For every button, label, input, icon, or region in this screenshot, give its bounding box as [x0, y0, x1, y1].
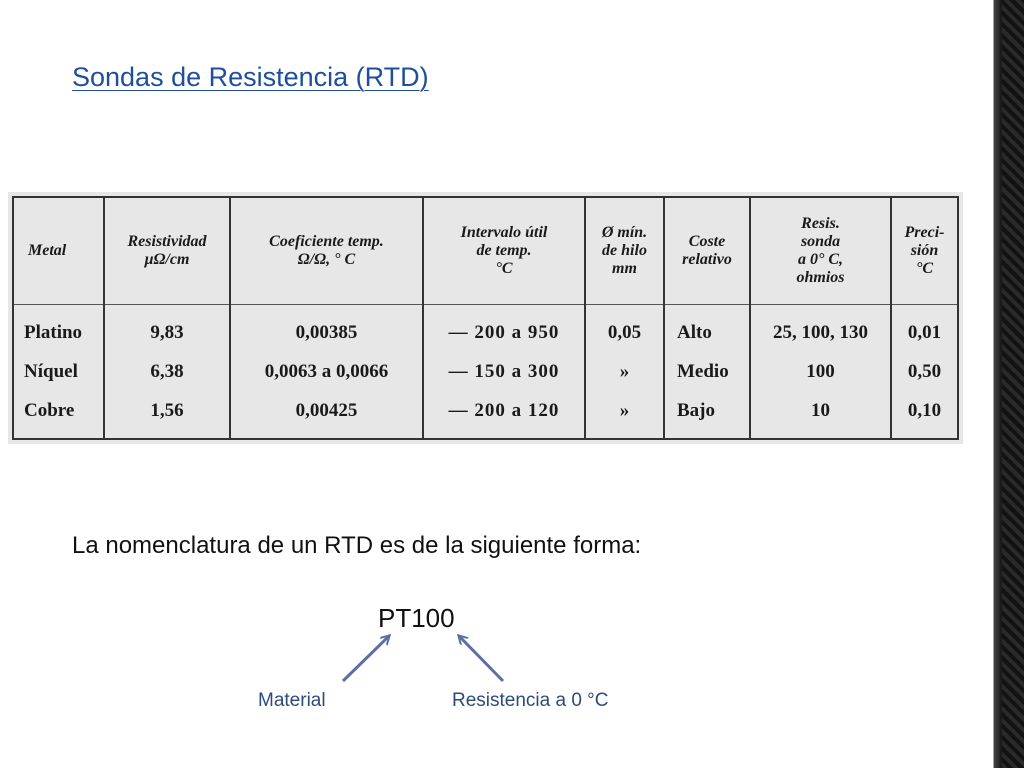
cell-metal: Níquel [13, 352, 104, 391]
cell-coste: Medio [664, 352, 750, 391]
nomenclature-text: La nomenclatura de un RTD es de la siguiente forma: [72, 532, 642, 559]
table-row [13, 391, 958, 439]
cell-metal: Platino [13, 305, 104, 353]
header-resistencia-sonda: Resis. sonda a 0° C, ohmios [750, 197, 891, 305]
cell-precision: 0,50 [891, 352, 958, 391]
header-resistividad: Resistividad μΩ/cm [104, 197, 230, 305]
cell-diametro-hilo: » [585, 352, 664, 391]
table-header-row [13, 197, 958, 305]
rtd-properties-table-image [8, 192, 963, 444]
resistance-label: Resistencia a 0 °C [452, 690, 609, 711]
cell-resistencia-sonda: 25, 100, 130 [750, 305, 891, 353]
cell-resistividad: 1,56 [104, 391, 230, 439]
cell-precision: 0,10 [891, 391, 958, 439]
resistance-arrow [459, 636, 503, 681]
material-arrow [343, 636, 389, 681]
cell-coeficiente: 0,00385 [230, 305, 423, 353]
header-precision: Preci- sión °C [891, 197, 958, 305]
header-metal: Metal [13, 197, 104, 305]
slide-title: Sondas de Resistencia (RTD) [72, 62, 429, 92]
rtd-properties-table [12, 196, 959, 440]
cell-metal: Cobre [13, 391, 104, 439]
header-coste: Coste relativo [664, 197, 750, 305]
header-diametro-hilo: Ø mín. de hilo mm [585, 197, 664, 305]
cell-diametro-hilo: » [585, 391, 664, 439]
header-intervalo: Intervalo útil de temp. °C [423, 197, 585, 305]
table-row [13, 352, 958, 391]
material-label: Material [258, 690, 326, 711]
cell-precision: 0,01 [891, 305, 958, 353]
decorative-film-strip [988, 0, 1024, 768]
cell-coeficiente: 0,0063 a 0,0066 [230, 352, 423, 391]
cell-resistividad: 9,83 [104, 305, 230, 353]
cell-coste: Bajo [664, 391, 750, 439]
table-row [13, 305, 958, 353]
cell-diametro-hilo: 0,05 [585, 305, 664, 353]
cell-coste: Alto [664, 305, 750, 353]
cell-intervalo: — 200 a 120 [423, 391, 585, 439]
header-coeficiente: Coeficiente temp. Ω/Ω, ° C [230, 197, 423, 305]
rtd-code-label: PT100 [378, 603, 455, 633]
cell-coeficiente: 0,00425 [230, 391, 423, 439]
cell-resistencia-sonda: 100 [750, 352, 891, 391]
cell-resistencia-sonda: 10 [750, 391, 891, 439]
cell-intervalo: — 200 a 950 [423, 305, 585, 353]
cell-intervalo: — 150 a 300 [423, 352, 585, 391]
cell-resistividad: 6,38 [104, 352, 230, 391]
